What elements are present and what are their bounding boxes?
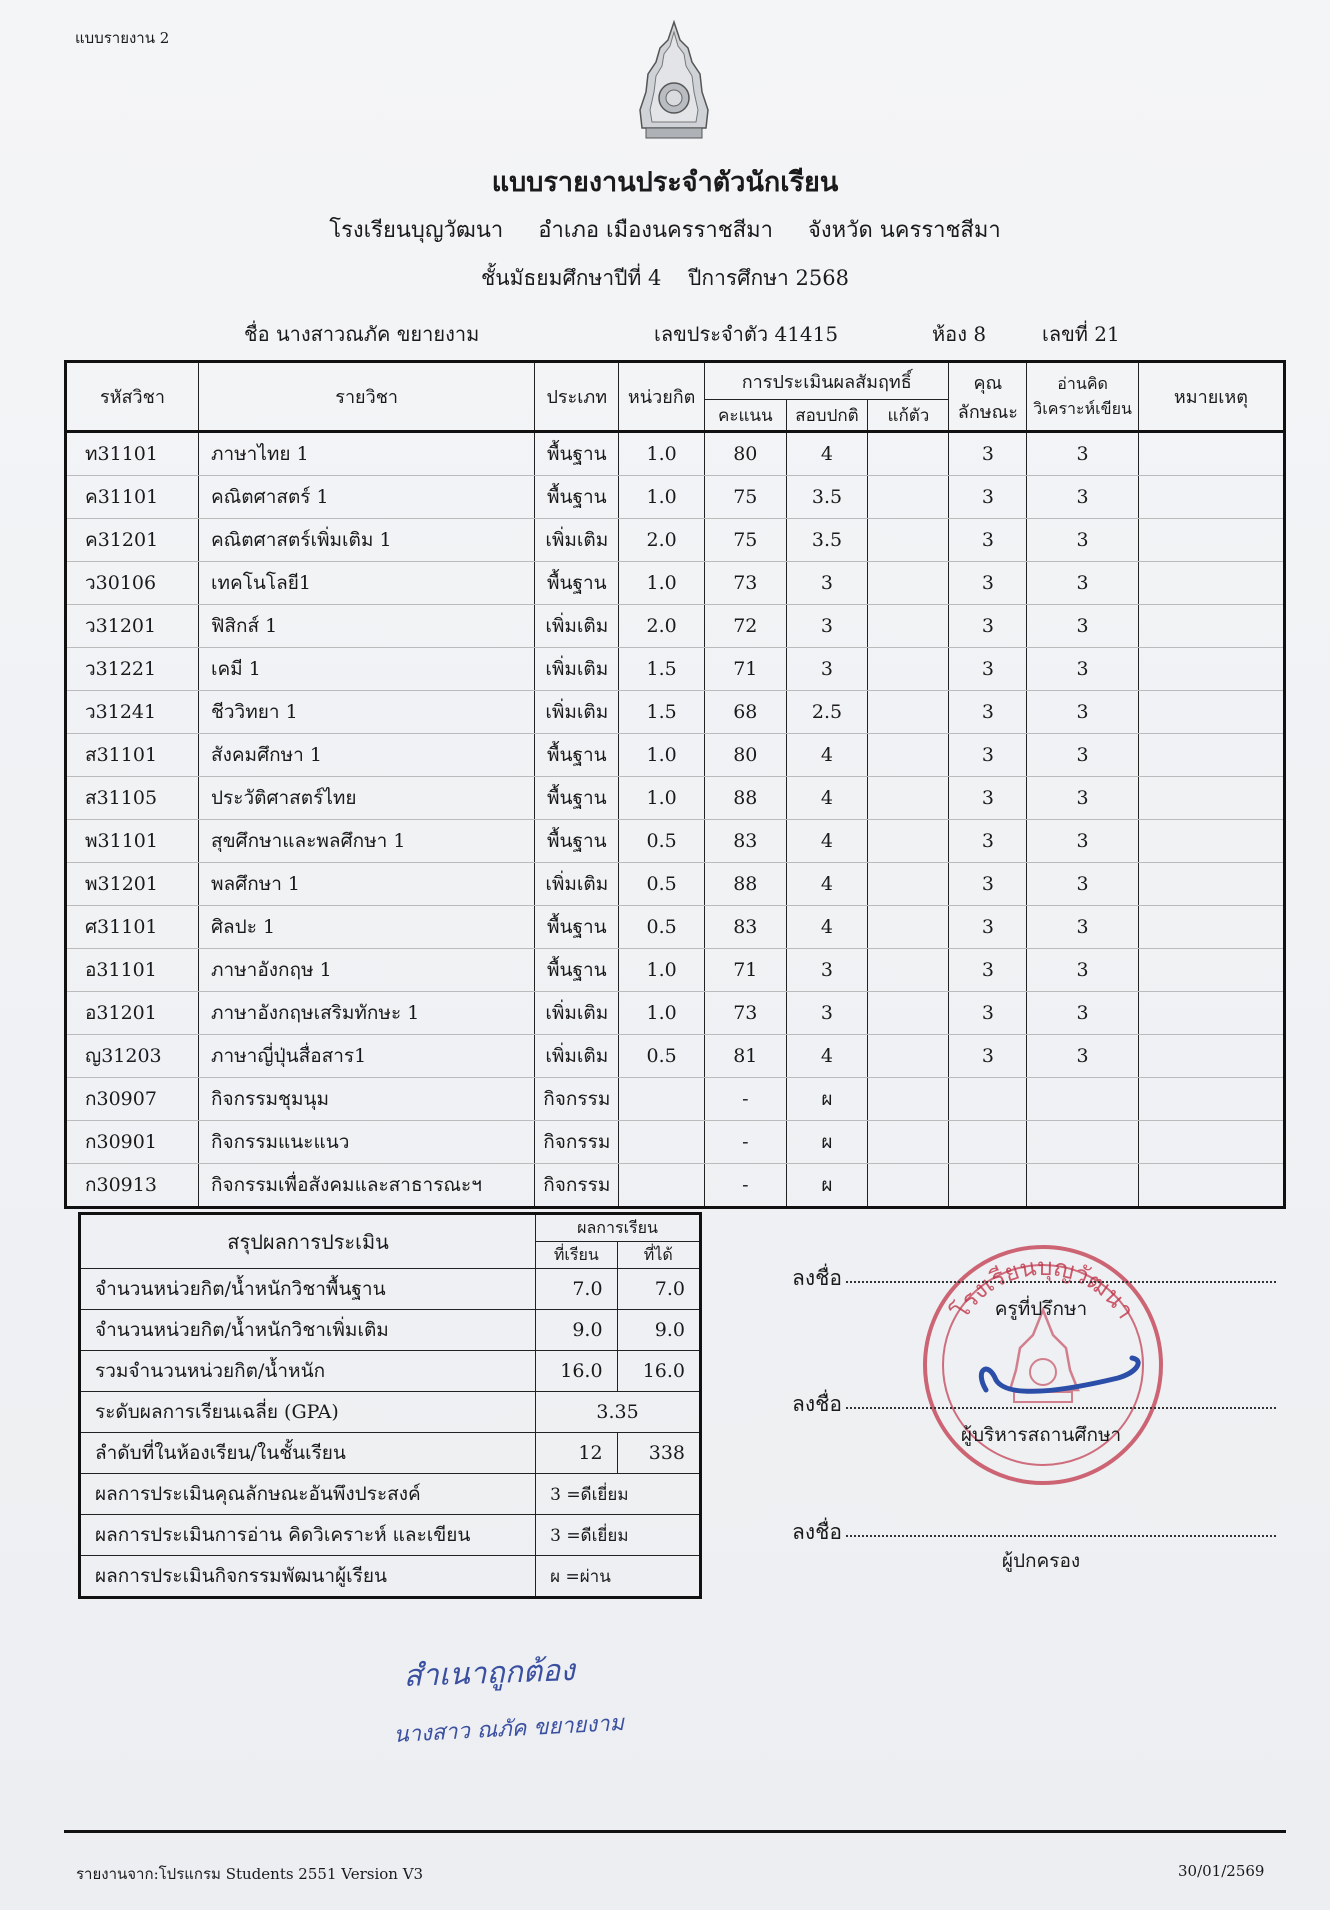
course-code: ส31105 bbox=[66, 777, 199, 820]
course-code: ท31101 bbox=[66, 432, 199, 476]
course-name: ฟิสิกส์ 1 bbox=[198, 605, 534, 648]
table-row bbox=[66, 1121, 1285, 1164]
course-remedial bbox=[868, 691, 949, 734]
district-name: อำเภอ เมืองนครราชสีมา bbox=[538, 218, 773, 243]
course-code: ศ31101 bbox=[66, 906, 199, 949]
course-credit bbox=[619, 1121, 705, 1164]
course-name: คณิตศาสตร์ 1 bbox=[198, 476, 534, 519]
course-remark bbox=[1138, 734, 1284, 777]
course-credit: 1.0 bbox=[619, 777, 705, 820]
course-type: พื้นฐาน bbox=[535, 562, 619, 605]
course-grade: 4 bbox=[786, 820, 868, 863]
course-code: ว31241 bbox=[66, 691, 199, 734]
course-remark bbox=[1138, 992, 1284, 1035]
course-remark bbox=[1138, 691, 1284, 734]
course-grade: 3.5 bbox=[786, 519, 868, 562]
course-reading: 3 bbox=[1027, 906, 1139, 949]
summary-reading-label: ผลการประเมินการอ่าน คิดวิเคราะห์ และเขียน bbox=[80, 1515, 536, 1556]
header-reading bbox=[1027, 362, 1139, 432]
header-grade: สอบปกติ bbox=[786, 400, 868, 432]
stamp-text: โรงเรียนบุญวัฒนา bbox=[946, 1252, 1140, 1324]
course-name: พลศึกษา 1 bbox=[198, 863, 534, 906]
course-remedial bbox=[868, 648, 949, 691]
table-row bbox=[66, 777, 1285, 820]
course-character bbox=[949, 1164, 1027, 1208]
school-name: โรงเรียนบุญวัฒนา bbox=[329, 218, 504, 243]
course-remedial bbox=[868, 906, 949, 949]
course-code: ก30907 bbox=[66, 1078, 199, 1121]
table-row bbox=[66, 648, 1285, 691]
parent-role: ผู้ปกครอง bbox=[1001, 1550, 1081, 1572]
course-remedial bbox=[868, 820, 949, 863]
course-credit bbox=[619, 1164, 705, 1208]
course-type: เพิ่มเติม bbox=[535, 863, 619, 906]
course-remedial bbox=[868, 432, 949, 476]
course-code: ก30901 bbox=[66, 1121, 199, 1164]
course-type: พื้นฐาน bbox=[535, 432, 619, 476]
course-grade: ผ bbox=[786, 1164, 868, 1208]
handwritten-certification bbox=[380, 1640, 710, 1760]
header-remark: หมายเหตุ bbox=[1138, 362, 1284, 432]
course-reading: 3 bbox=[1027, 691, 1139, 734]
course-character: 3 bbox=[949, 648, 1027, 691]
table-row bbox=[66, 476, 1285, 519]
course-type: พื้นฐาน bbox=[535, 820, 619, 863]
course-remark bbox=[1138, 777, 1284, 820]
grades-table-body bbox=[66, 432, 1285, 1208]
course-name: ภาษาญี่ปุ่นสื่อสาร1 bbox=[198, 1035, 534, 1078]
course-name: คณิตศาสตร์เพิ่มเติม 1 bbox=[198, 519, 534, 562]
course-credit: 0.5 bbox=[619, 820, 705, 863]
course-name: ชีววิทยา 1 bbox=[198, 691, 534, 734]
course-remedial bbox=[868, 1164, 949, 1208]
summary-character-label: ผลการประเมินคุณลักษณะอันพึงประสงค์ bbox=[80, 1474, 536, 1515]
form-code: แบบรายงาน 2 bbox=[75, 29, 170, 47]
header-reading-line1: อ่านคิด bbox=[1057, 373, 1108, 393]
table-row bbox=[66, 691, 1285, 734]
table-row bbox=[66, 949, 1285, 992]
summary-reading-value: 3 =ดีเยี่ยม bbox=[536, 1515, 701, 1556]
summary-basic-label: จำนวนหน่วยกิต/น้ำหนักวิชาพื้นฐาน bbox=[80, 1269, 536, 1310]
course-credit: 1.0 bbox=[619, 992, 705, 1035]
summary-basic-earned: 7.0 bbox=[617, 1269, 700, 1310]
course-code: อ31201 bbox=[66, 992, 199, 1035]
course-character: 3 bbox=[949, 562, 1027, 605]
course-type: กิจกรรม bbox=[535, 1164, 619, 1208]
table-row bbox=[66, 432, 1285, 476]
summary-additional-earned: 9.0 bbox=[617, 1310, 700, 1351]
course-type: เพิ่มเติม bbox=[535, 605, 619, 648]
course-character: 3 bbox=[949, 820, 1027, 863]
course-credit: 1.0 bbox=[619, 734, 705, 777]
course-type: กิจกรรม bbox=[535, 1121, 619, 1164]
course-code: อ31101 bbox=[66, 949, 199, 992]
course-remedial bbox=[868, 519, 949, 562]
course-score: - bbox=[705, 1078, 787, 1121]
course-type: เพิ่มเติม bbox=[535, 1035, 619, 1078]
course-credit bbox=[619, 1078, 705, 1121]
course-grade: 4 bbox=[786, 432, 868, 476]
course-name: ภาษาอังกฤษ 1 bbox=[198, 949, 534, 992]
course-remark bbox=[1138, 432, 1284, 476]
course-code: ค31201 bbox=[66, 519, 199, 562]
advisor-sign-label: ลงชื่อ bbox=[792, 1266, 842, 1290]
course-score: 88 bbox=[705, 777, 787, 820]
course-type: เพิ่มเติม bbox=[535, 691, 619, 734]
course-character: 3 bbox=[949, 863, 1027, 906]
course-reading bbox=[1027, 1078, 1139, 1121]
summary-studied-header: ที่เรียน bbox=[536, 1242, 617, 1269]
course-reading: 3 bbox=[1027, 605, 1139, 648]
director-signature bbox=[981, 1358, 1138, 1391]
course-name: สังคมศึกษา 1 bbox=[198, 734, 534, 777]
course-remedial bbox=[868, 1035, 949, 1078]
summary-additional-studied: 9.0 bbox=[536, 1310, 617, 1351]
course-name: กิจกรรมเพื่อสังคมและสาธารณะฯ bbox=[198, 1164, 534, 1208]
summary-total-label: รวมจำนวนหน่วยกิต/น้ำหนัก bbox=[80, 1351, 536, 1392]
course-score: 68 bbox=[705, 691, 787, 734]
header-score: คะแนน bbox=[705, 400, 787, 432]
course-credit: 1.0 bbox=[619, 949, 705, 992]
course-remedial bbox=[868, 777, 949, 820]
course-score: 73 bbox=[705, 562, 787, 605]
footer-source: รายงานจาก:โปรแกรม Students 2551 Version V3 bbox=[76, 1865, 424, 1883]
course-remedial bbox=[868, 863, 949, 906]
header-remedial: แก้ตัว bbox=[868, 400, 949, 432]
table-row bbox=[66, 562, 1285, 605]
advisor-sign-line bbox=[792, 1262, 1276, 1295]
table-row bbox=[66, 1164, 1285, 1208]
course-character: 3 bbox=[949, 906, 1027, 949]
course-reading: 3 bbox=[1027, 820, 1139, 863]
course-code: ก30913 bbox=[66, 1164, 199, 1208]
course-character: 3 bbox=[949, 432, 1027, 476]
parent-sign-label: ลงชื่อ bbox=[792, 1520, 842, 1544]
course-name: ศิลปะ 1 bbox=[198, 906, 534, 949]
course-credit: 1.5 bbox=[619, 648, 705, 691]
course-score: 81 bbox=[705, 1035, 787, 1078]
summary-activity-value: ผ =ผ่าน bbox=[536, 1556, 701, 1598]
course-reading: 3 bbox=[1027, 562, 1139, 605]
course-remark bbox=[1138, 562, 1284, 605]
table-row bbox=[66, 863, 1285, 906]
summary-activity-label: ผลการประเมินกิจกรรมพัฒนาผู้เรียน bbox=[80, 1556, 536, 1598]
course-code: พ31101 bbox=[66, 820, 199, 863]
course-credit: 1.0 bbox=[619, 476, 705, 519]
course-reading: 3 bbox=[1027, 734, 1139, 777]
course-type: พื้นฐาน bbox=[535, 734, 619, 777]
summary-character-value: 3 =ดีเยี่ยม bbox=[536, 1474, 701, 1515]
course-character: 3 bbox=[949, 519, 1027, 562]
course-grade: ผ bbox=[786, 1121, 868, 1164]
student-id: เลขประจำตัว 41415 bbox=[654, 322, 839, 346]
course-code: ว30106 bbox=[66, 562, 199, 605]
director-role: ผู้บริหารสถานศึกษา bbox=[960, 1424, 1122, 1446]
header-subject: รายวิชา bbox=[198, 362, 534, 432]
course-character bbox=[949, 1121, 1027, 1164]
summary-gpa-value: 3.35 bbox=[536, 1392, 701, 1433]
course-credit: 0.5 bbox=[619, 1035, 705, 1078]
summary-rank-room: 12 bbox=[536, 1433, 617, 1474]
course-score: 83 bbox=[705, 906, 787, 949]
course-credit: 2.0 bbox=[619, 519, 705, 562]
course-remark bbox=[1138, 1164, 1284, 1208]
course-grade: 3 bbox=[786, 949, 868, 992]
course-reading: 3 bbox=[1027, 863, 1139, 906]
course-type: พื้นฐาน bbox=[535, 949, 619, 992]
course-reading: 3 bbox=[1027, 519, 1139, 562]
director-sign-line bbox=[792, 1388, 1276, 1421]
handwriting-certified: สำเนาถูกต้อง bbox=[403, 1653, 576, 1694]
course-reading: 3 bbox=[1027, 992, 1139, 1035]
course-grade: 4 bbox=[786, 863, 868, 906]
course-remark bbox=[1138, 605, 1284, 648]
table-row bbox=[66, 906, 1285, 949]
course-grade: 4 bbox=[786, 777, 868, 820]
course-remedial bbox=[868, 949, 949, 992]
header-character-line2: ลักษณะ bbox=[957, 401, 1018, 423]
course-remedial bbox=[868, 1121, 949, 1164]
course-score: 75 bbox=[705, 519, 787, 562]
course-type: พื้นฐาน bbox=[535, 906, 619, 949]
summary-total-earned: 16.0 bbox=[617, 1351, 700, 1392]
course-score: 71 bbox=[705, 648, 787, 691]
course-grade: 4 bbox=[786, 906, 868, 949]
summary-additional-label: จำนวนหน่วยกิต/น้ำหนักวิชาเพิ่มเติม bbox=[80, 1310, 536, 1351]
course-name: ภาษาไทย 1 bbox=[198, 432, 534, 476]
course-remark bbox=[1138, 1078, 1284, 1121]
course-code: ค31101 bbox=[66, 476, 199, 519]
course-character: 3 bbox=[949, 949, 1027, 992]
course-reading: 3 bbox=[1027, 648, 1139, 691]
course-credit: 0.5 bbox=[619, 906, 705, 949]
table-row bbox=[66, 992, 1285, 1035]
course-score: - bbox=[705, 1164, 787, 1208]
academic-year: ปีการศึกษา 2568 bbox=[688, 266, 849, 290]
advisor-role: ครูที่ปรึกษา bbox=[994, 1298, 1088, 1320]
header-reading-line2: วิเคราะห์เขียน bbox=[1033, 398, 1132, 418]
course-character bbox=[949, 1078, 1027, 1121]
header-character-line1: คุณ bbox=[973, 372, 1003, 394]
summary-rank-label: ลำดับที่ในห้องเรียน/ในชั้นเรียน bbox=[80, 1433, 536, 1474]
course-type: พื้นฐาน bbox=[535, 476, 619, 519]
course-remedial bbox=[868, 476, 949, 519]
student-room: ห้อง 8 bbox=[932, 322, 987, 346]
summary-basic-studied: 7.0 bbox=[536, 1269, 617, 1310]
school-crest-icon bbox=[636, 18, 712, 146]
course-score: 72 bbox=[705, 605, 787, 648]
course-grade: 3 bbox=[786, 648, 868, 691]
student-name: ชื่อ นางสาวณภัค ขยายงาม bbox=[244, 322, 480, 346]
course-reading bbox=[1027, 1121, 1139, 1164]
course-score: 88 bbox=[705, 863, 787, 906]
course-code: ญ31203 bbox=[66, 1035, 199, 1078]
summary-total-studied: 16.0 bbox=[536, 1351, 617, 1392]
parent-sign-dots bbox=[846, 1534, 1276, 1537]
course-remark bbox=[1138, 476, 1284, 519]
course-code: ว31201 bbox=[66, 605, 199, 648]
course-remedial bbox=[868, 992, 949, 1035]
course-grade: 2.5 bbox=[786, 691, 868, 734]
course-score: 80 bbox=[705, 734, 787, 777]
footer-divider bbox=[64, 1830, 1286, 1833]
school-info bbox=[0, 212, 1330, 247]
director-sign-label: ลงชื่อ bbox=[792, 1392, 842, 1416]
course-remark bbox=[1138, 648, 1284, 691]
summary-rank-grade: 338 bbox=[617, 1433, 700, 1474]
table-row bbox=[66, 734, 1285, 777]
header-achievement: การประเมินผลสัมฤทธิ์ bbox=[705, 362, 949, 400]
report-title: แบบรายงานประจำตัวนักเรียน bbox=[491, 167, 839, 198]
course-type: เพิ่มเติม bbox=[535, 519, 619, 562]
course-type: พื้นฐาน bbox=[535, 777, 619, 820]
summary-table bbox=[78, 1212, 702, 1599]
header-code: รหัสวิชา bbox=[100, 387, 165, 408]
course-grade: ผ bbox=[786, 1078, 868, 1121]
course-remark bbox=[1138, 1121, 1284, 1164]
course-code: พ31201 bbox=[66, 863, 199, 906]
course-grade: 4 bbox=[786, 734, 868, 777]
course-type: เพิ่มเติม bbox=[535, 648, 619, 691]
course-grade: 3 bbox=[786, 605, 868, 648]
course-score: 80 bbox=[705, 432, 787, 476]
course-character: 3 bbox=[949, 777, 1027, 820]
course-credit: 2.0 bbox=[619, 605, 705, 648]
summary-gpa-label: ระดับผลการเรียนเฉลี่ย (GPA) bbox=[80, 1392, 536, 1433]
grade-info bbox=[0, 262, 1330, 295]
course-score: 75 bbox=[705, 476, 787, 519]
course-character: 3 bbox=[949, 734, 1027, 777]
course-remark bbox=[1138, 863, 1284, 906]
course-remark bbox=[1138, 820, 1284, 863]
course-character: 3 bbox=[949, 605, 1027, 648]
director-sign-dots bbox=[846, 1406, 1276, 1409]
course-grade: 3 bbox=[786, 992, 868, 1035]
course-name: กิจกรรมชุมนุม bbox=[198, 1078, 534, 1121]
course-character: 3 bbox=[949, 1035, 1027, 1078]
course-score: 73 bbox=[705, 992, 787, 1035]
course-character: 3 bbox=[949, 992, 1027, 1035]
course-remedial bbox=[868, 1078, 949, 1121]
course-type: เพิ่มเติม bbox=[535, 992, 619, 1035]
course-remark bbox=[1138, 906, 1284, 949]
summary-earned-header: ที่ได้ bbox=[617, 1242, 700, 1269]
header-type: ประเภท bbox=[535, 362, 619, 432]
course-name: กิจกรรมแนะแนว bbox=[198, 1121, 534, 1164]
handwriting-name: นางสาว ณภัค ขยายงาม bbox=[393, 1710, 625, 1748]
course-character: 3 bbox=[949, 691, 1027, 734]
course-reading: 3 bbox=[1027, 1035, 1139, 1078]
table-row bbox=[66, 1035, 1285, 1078]
course-reading: 3 bbox=[1027, 777, 1139, 820]
summary-result-header: ผลการเรียน bbox=[536, 1214, 701, 1242]
course-reading: 3 bbox=[1027, 432, 1139, 476]
parent-sign-line bbox=[792, 1516, 1276, 1549]
course-code: ว31221 bbox=[66, 648, 199, 691]
footer-date: 30/01/2569 bbox=[1178, 1862, 1265, 1880]
course-remark bbox=[1138, 949, 1284, 992]
header-credit: หน่วยกิต bbox=[619, 362, 705, 432]
header-character bbox=[949, 362, 1027, 432]
course-code: ส31101 bbox=[66, 734, 199, 777]
course-grade: 3 bbox=[786, 562, 868, 605]
course-credit: 1.0 bbox=[619, 562, 705, 605]
table-row bbox=[66, 519, 1285, 562]
course-name: สุขศึกษาและพลศึกษา 1 bbox=[198, 820, 534, 863]
table-row bbox=[66, 605, 1285, 648]
grade-level: ชั้นมัธยมศึกษาปีที่ 4 bbox=[481, 266, 662, 290]
course-score: 71 bbox=[705, 949, 787, 992]
course-grade: 4 bbox=[786, 1035, 868, 1078]
course-name: เทคโนโลยี1 bbox=[198, 562, 534, 605]
course-name: เคมี 1 bbox=[198, 648, 534, 691]
grades-table bbox=[64, 360, 1286, 1209]
course-remark bbox=[1138, 519, 1284, 562]
summary-title: สรุปผลการประเมิน bbox=[80, 1214, 536, 1269]
course-remark bbox=[1138, 1035, 1284, 1078]
student-number: เลขที่ 21 bbox=[1042, 322, 1120, 346]
course-type: กิจกรรม bbox=[535, 1078, 619, 1121]
advisor-sign-dots bbox=[846, 1280, 1276, 1283]
course-score: - bbox=[705, 1121, 787, 1164]
table-row bbox=[66, 820, 1285, 863]
course-name: ประวัติศาสตร์ไทย bbox=[198, 777, 534, 820]
course-remedial bbox=[868, 734, 949, 777]
course-reading bbox=[1027, 1164, 1139, 1208]
course-credit: 0.5 bbox=[619, 863, 705, 906]
course-name: ภาษาอังกฤษเสริมทักษะ 1 bbox=[198, 992, 534, 1035]
course-reading: 3 bbox=[1027, 476, 1139, 519]
course-credit: 1.0 bbox=[619, 432, 705, 476]
course-credit: 1.5 bbox=[619, 691, 705, 734]
province-name: จังหวัด นครราชสีมา bbox=[807, 218, 1001, 243]
table-row bbox=[66, 1078, 1285, 1121]
course-score: 83 bbox=[705, 820, 787, 863]
course-grade: 3.5 bbox=[786, 476, 868, 519]
course-remedial bbox=[868, 562, 949, 605]
course-character: 3 bbox=[949, 476, 1027, 519]
course-remedial bbox=[868, 605, 949, 648]
course-reading: 3 bbox=[1027, 949, 1139, 992]
